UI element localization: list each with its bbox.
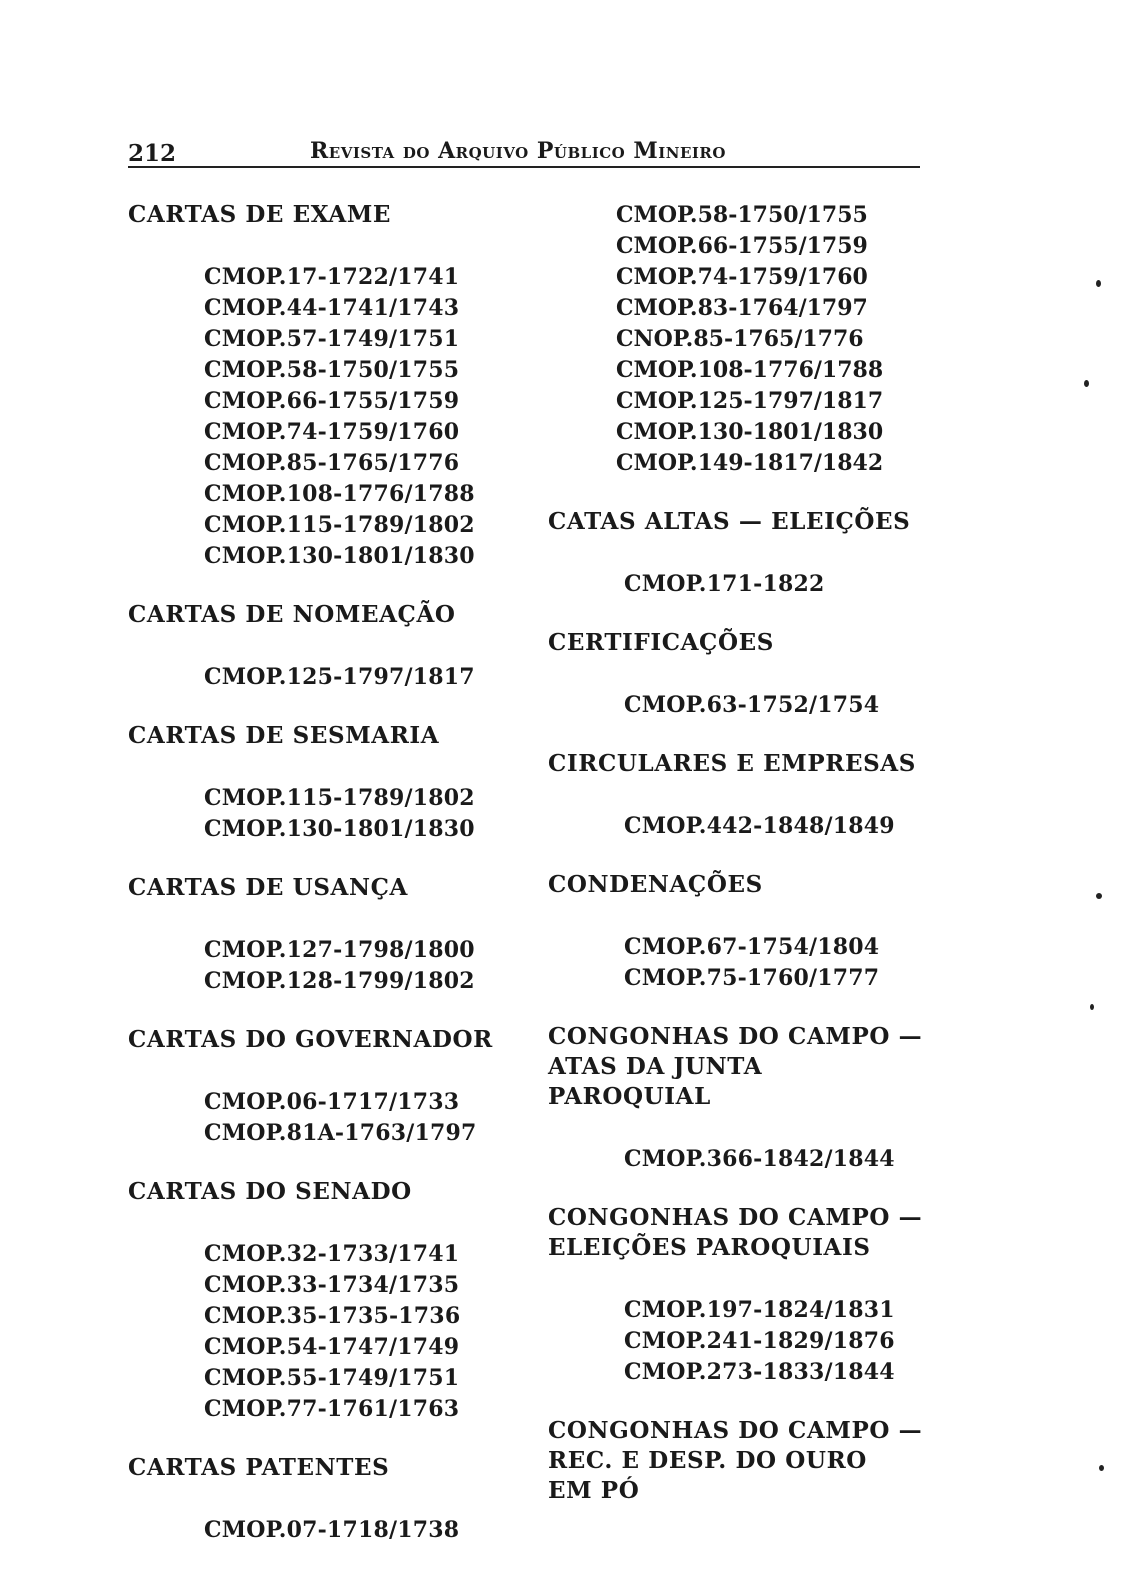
scan-speck — [1099, 1465, 1104, 1471]
code-item: CMOP.130-1801/1830 — [616, 419, 884, 445]
code-item: CMOP.125-1797/1817 — [616, 388, 884, 414]
code-item: CMOP.54-1747/1749 — [204, 1334, 460, 1360]
code-list — [624, 932, 968, 994]
code-list — [204, 1087, 548, 1149]
code-list — [624, 811, 968, 842]
code-list — [204, 662, 548, 693]
code-item: CMOP.57-1749/1751 — [204, 326, 460, 352]
index-entry — [128, 1453, 548, 1546]
code-item: CMOP.149-1817/1842 — [616, 450, 884, 476]
code-item: CMOP.63-1752/1754 — [624, 692, 880, 718]
code-item: CMOP.127-1798/1800 — [204, 937, 475, 963]
code-item: CMOP.07-1718/1738 — [204, 1517, 460, 1543]
code-item: CMOP.125-1797/1817 — [204, 664, 475, 690]
index-entry — [548, 1203, 968, 1388]
code-item: CMOP.108-1776/1788 — [204, 481, 475, 507]
code-item: CMOP.366-1842/1844 — [624, 1146, 895, 1172]
code-item: CMOP.442-1848/1849 — [624, 813, 895, 839]
code-item: CMOP.83-1764/1797 — [616, 295, 868, 321]
index-entry — [128, 873, 548, 997]
code-list — [204, 262, 548, 572]
code-item: CMOP.74-1759/1760 — [204, 419, 460, 445]
code-item: CMOP.58-1750/1755 — [204, 357, 460, 383]
code-item: CMOP.66-1755/1759 — [616, 233, 868, 259]
code-item: CMOP.32-1733/1741 — [204, 1241, 460, 1267]
code-item: CMOP.06-1717/1733 — [204, 1089, 460, 1115]
entry-heading: CONGONHAS DO CAMPO — REC. E DESP. DO OURO EM PÓ — [548, 1417, 923, 1504]
code-list — [204, 1515, 548, 1546]
entry-heading: CARTAS DO GOVERNADOR — [128, 1026, 493, 1053]
index-entry — [128, 1177, 548, 1425]
code-item: CMOP.128-1799/1802 — [204, 968, 475, 994]
index-entry — [548, 1416, 968, 1506]
continued-code-list — [616, 200, 968, 479]
code-item: CMOP.33-1734/1735 — [204, 1272, 460, 1298]
entry-heading: CARTAS DE EXAME — [128, 201, 392, 228]
entry-heading: CARTAS PATENTES — [128, 1454, 390, 1481]
entry-heading: CARTAS DE NOMEAÇÃO — [128, 601, 456, 628]
index-entry — [548, 870, 968, 994]
code-item: CMOP.171-1822 — [624, 571, 825, 597]
code-item: CMOP.55-1749/1751 — [204, 1365, 460, 1391]
index-entry — [548, 628, 968, 721]
code-item: CMOP.58-1750/1755 — [616, 202, 868, 228]
code-item: CMOP.35-1735-1736 — [204, 1303, 461, 1329]
entry-heading: CARTAS DE USANÇA — [128, 874, 408, 901]
index-entry — [128, 721, 548, 845]
code-item: CMOP.74-1759/1760 — [616, 264, 868, 290]
code-list — [204, 1239, 548, 1425]
index-entry — [128, 1025, 548, 1149]
code-item: CMOP.77-1761/1763 — [204, 1396, 460, 1422]
code-item: CMOP.130-1801/1830 — [204, 816, 475, 842]
entry-heading: CONGONHAS DO CAMPO — ELEIÇÕES PAROQUIAIS — [548, 1204, 923, 1261]
index-entry — [128, 600, 548, 693]
scan-speck — [1090, 1004, 1094, 1010]
code-item: CMOP.17-1722/1741 — [204, 264, 460, 290]
index-entry — [548, 1022, 968, 1175]
code-item: CMOP.75-1760/1777 — [624, 965, 880, 991]
code-item: CMOP.44-1741/1743 — [204, 295, 460, 321]
code-item: CMOP.197-1824/1831 — [624, 1297, 895, 1323]
code-item: CMOP.115-1789/1802 — [204, 785, 475, 811]
left-column — [128, 200, 548, 1574]
code-item: CMOP.85-1765/1776 — [204, 450, 460, 476]
code-item: CMOP.115-1789/1802 — [204, 512, 475, 538]
entry-heading: CIRCULARES E EMPRESAS — [548, 750, 916, 777]
scan-speck — [1084, 380, 1089, 387]
index-entry — [128, 200, 548, 572]
code-list — [624, 690, 968, 721]
entry-heading: CATAS ALTAS — ELEIÇÕES — [548, 508, 911, 535]
index-entry — [548, 507, 968, 600]
entry-heading: CONDENAÇÕES — [548, 871, 763, 898]
right-column — [548, 200, 968, 1538]
code-list — [624, 1144, 968, 1175]
index-entry — [548, 749, 968, 842]
code-item: CMOP.130-1801/1830 — [204, 543, 475, 569]
code-list — [624, 569, 968, 600]
code-item: CMOP.66-1755/1759 — [204, 388, 460, 414]
code-item: CNOP.85-1765/1776 — [616, 326, 864, 352]
code-item: CMOP.241-1829/1876 — [624, 1328, 895, 1354]
code-list — [204, 783, 548, 845]
code-item: CMOP.108-1776/1788 — [616, 357, 884, 383]
scan-speck — [1096, 280, 1101, 287]
code-list — [624, 1295, 968, 1388]
scan-speck — [1096, 893, 1102, 899]
entry-heading: CARTAS DO SENADO — [128, 1178, 412, 1205]
entry-heading: CERTIFICAÇÕES — [548, 629, 774, 656]
entry-heading: CONGONHAS DO CAMPO — ATAS DA JUNTA PAROQUIAL — [548, 1023, 923, 1110]
code-item: CMOP.273-1833/1844 — [624, 1359, 895, 1385]
page-header — [128, 136, 920, 168]
code-list — [204, 935, 548, 997]
page-number: 212 — [128, 140, 177, 167]
entry-heading: CARTAS DE SESMARIA — [128, 722, 440, 749]
code-item: CMOP.81A-1763/1797 — [204, 1120, 477, 1146]
running-title: Revista do Arquivo Público Mineiro — [310, 138, 726, 164]
code-item: CMOP.67-1754/1804 — [624, 934, 880, 960]
